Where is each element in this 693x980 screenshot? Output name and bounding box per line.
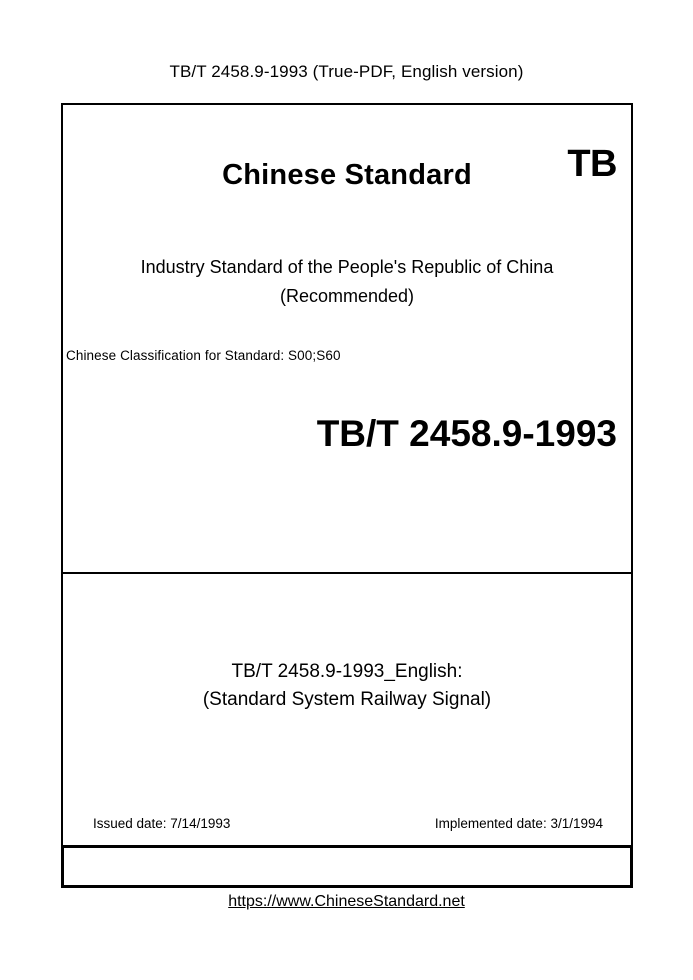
cover-frame [61,103,633,888]
english-title-line-1: TB/T 2458.9-1993_English: [231,661,463,682]
implemented-date: Implemented date: 3/1/1994 [434,816,603,831]
cover-lower-block [63,574,631,888]
standard-number: TB/T 2458.9-1993 [316,413,617,454]
classification-code: Chinese Classification for Standard: S00;S60 [66,348,341,363]
chinese-standard-heading: Chinese Standard [222,159,472,191]
footer-url-link[interactable]: https://www.ChineseStandard.net [228,893,465,910]
page-title: TB/T 2458.9-1993 (True-PDF, English version) [169,62,524,81]
english-title-line-2: (Standard System Railway Signal) [202,689,492,710]
bottom-bar [61,845,633,888]
issued-date: Issued date: 7/14/1993 [93,816,231,831]
footer-url[interactable] [0,893,693,911]
tb-logo: TB [567,143,617,185]
cover-upper-block [63,105,631,574]
industry-standard-line-1: Industry Standard of the People's Republic of China [140,257,554,277]
industry-standard-line-2: (Recommended) [279,286,415,306]
